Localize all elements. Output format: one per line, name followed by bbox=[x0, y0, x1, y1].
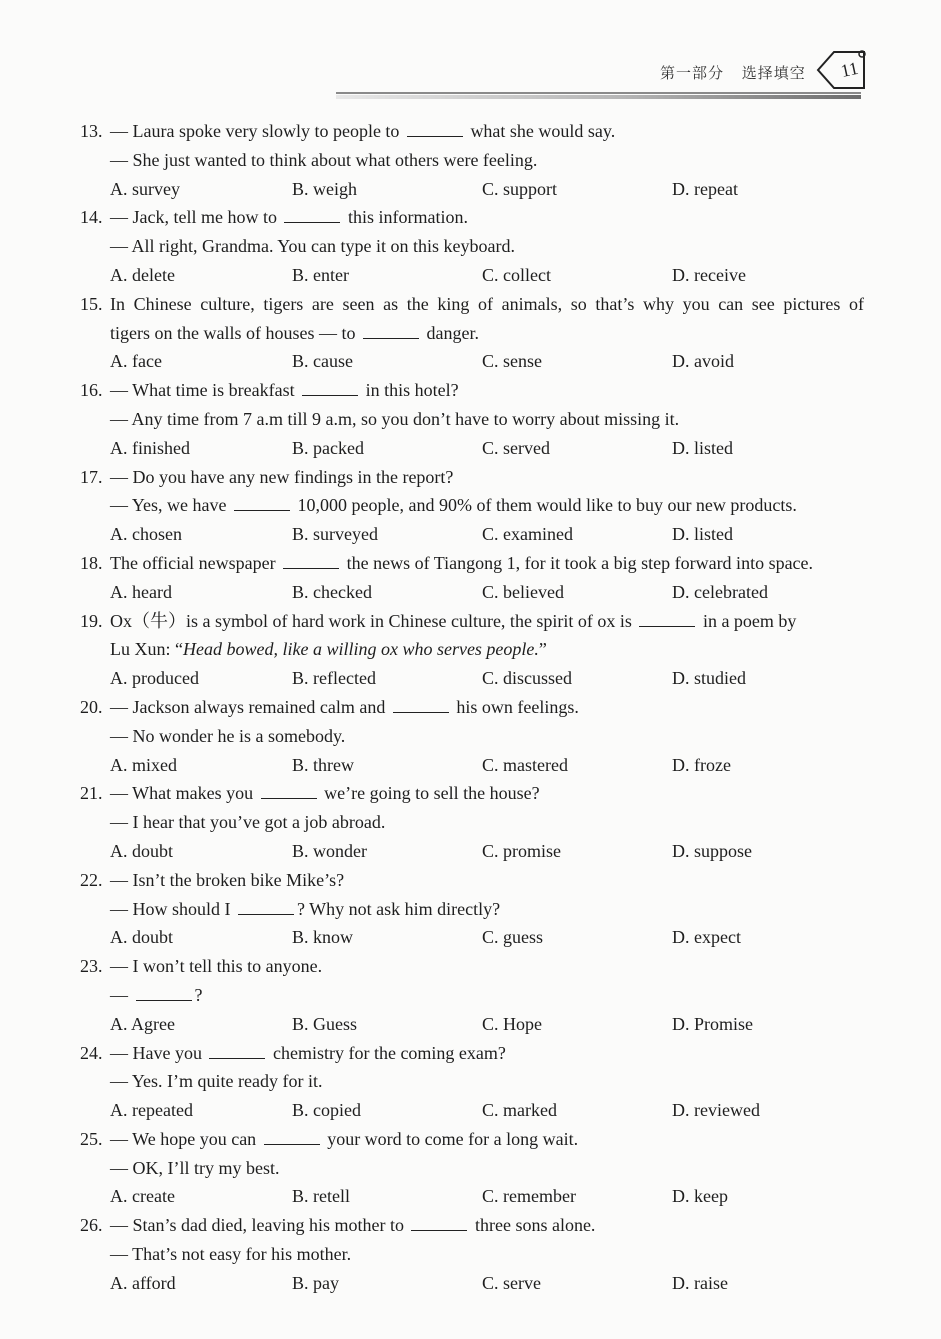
answer-blank[interactable] bbox=[284, 206, 340, 223]
option-c[interactable]: C. promise bbox=[482, 840, 561, 861]
question-line bbox=[80, 463, 880, 492]
question-text: — Yes. I’m quite ready for it. bbox=[110, 1071, 323, 1092]
question-line bbox=[80, 405, 880, 434]
option-d[interactable]: D. Promise bbox=[672, 1013, 753, 1034]
question-text: — Stan’s dad died, leaving his mother to bbox=[110, 1215, 409, 1236]
question-text: Ox（牛）is a symbol of hard work in Chinese culture, the spirit of ox is bbox=[110, 610, 637, 631]
question-line bbox=[80, 549, 880, 578]
question-text: Lu Xun: “ bbox=[110, 639, 183, 660]
question-line bbox=[80, 319, 880, 348]
question-line bbox=[80, 1067, 880, 1096]
option-a[interactable]: A. afford bbox=[110, 1272, 176, 1293]
question-text: — I won’t tell this to anyone. bbox=[110, 956, 323, 977]
question-line bbox=[80, 895, 880, 924]
page-number: 11 bbox=[838, 57, 861, 81]
option-d[interactable]: D. avoid bbox=[672, 351, 734, 372]
option-d[interactable]: D. expect bbox=[672, 927, 741, 948]
question-line bbox=[80, 1211, 880, 1240]
option-b[interactable]: B. weigh bbox=[292, 178, 357, 199]
quoted-text: Head bowed, like a willing ox who serves people. bbox=[182, 639, 539, 660]
option-c[interactable]: C. remember bbox=[482, 1186, 576, 1207]
question-22 bbox=[80, 866, 880, 952]
option-b[interactable]: B. checked bbox=[292, 581, 372, 602]
answer-options bbox=[80, 520, 880, 549]
option-b[interactable]: B. reflected bbox=[292, 668, 376, 689]
question-text: ” bbox=[538, 639, 547, 660]
answer-blank[interactable] bbox=[283, 552, 339, 569]
question-text: — What time is breakfast bbox=[110, 380, 300, 401]
answer-options bbox=[80, 578, 880, 607]
option-b[interactable]: B. wonder bbox=[292, 840, 367, 861]
question-text: — Have you bbox=[110, 1042, 207, 1063]
question-text: — Jackson always remained calm and bbox=[110, 696, 390, 717]
question-number: 23. bbox=[80, 956, 103, 977]
question-number: 21. bbox=[80, 783, 103, 804]
option-d[interactable]: D. suppose bbox=[672, 840, 752, 861]
answer-options bbox=[80, 347, 880, 376]
option-c[interactable]: C. discussed bbox=[482, 668, 572, 689]
answer-options bbox=[80, 1182, 880, 1211]
question-text: — All right, Grandma. You can type it on this keyboard. bbox=[110, 236, 515, 257]
option-a[interactable]: A. produced bbox=[110, 668, 199, 689]
option-d[interactable]: D. repeat bbox=[672, 178, 738, 199]
question-text: what she would say. bbox=[465, 121, 616, 141]
header-part: 第一部分 bbox=[660, 64, 725, 82]
question-14 bbox=[80, 203, 880, 289]
question-text: we’re going to sell the house? bbox=[319, 783, 540, 804]
question-number: 22. bbox=[80, 869, 103, 890]
option-a[interactable]: A. delete bbox=[110, 264, 175, 285]
option-c[interactable]: C. believed bbox=[482, 581, 564, 602]
answer-blank[interactable] bbox=[411, 1214, 467, 1231]
question-19 bbox=[80, 607, 880, 693]
question-text: — Laura spoke very slowly to people to bbox=[110, 121, 404, 141]
answer-options bbox=[80, 261, 880, 290]
answer-options bbox=[80, 1269, 880, 1298]
answer-blank[interactable] bbox=[639, 610, 695, 627]
question-text: — Isn’t the broken bike Mike’s? bbox=[110, 869, 345, 890]
question-number: 13. bbox=[80, 121, 103, 141]
answer-blank[interactable] bbox=[234, 494, 290, 511]
answer-options bbox=[80, 1096, 880, 1125]
question-text: three sons alone. bbox=[470, 1215, 596, 1236]
question-text: tigers on the walls of houses — to bbox=[110, 322, 360, 343]
question-line bbox=[80, 693, 880, 722]
question-line bbox=[80, 146, 880, 175]
question-line bbox=[80, 866, 880, 895]
question-text: — Yes, we have bbox=[110, 495, 231, 516]
question-15 bbox=[80, 290, 880, 376]
answer-blank[interactable] bbox=[238, 898, 294, 915]
question-20 bbox=[80, 693, 880, 779]
question-text: — We hope you can bbox=[110, 1128, 261, 1149]
question-text: — bbox=[110, 984, 133, 1005]
question-text: 10,000 people, and 90% of them would like to buy our new products. bbox=[293, 495, 797, 516]
question-text: chemistry for the coming exam? bbox=[268, 1042, 506, 1063]
question-line bbox=[80, 491, 880, 520]
question-line bbox=[80, 376, 880, 405]
header-section-label bbox=[660, 62, 818, 83]
option-b[interactable]: B. packed bbox=[292, 437, 364, 458]
question-number: 17. bbox=[80, 466, 103, 487]
question-text: in a poem by bbox=[698, 610, 797, 631]
answer-blank[interactable] bbox=[261, 782, 317, 799]
question-23 bbox=[80, 952, 880, 1038]
option-d[interactable]: D. froze bbox=[672, 754, 731, 775]
option-b[interactable]: B. threw bbox=[292, 754, 354, 775]
header-rule-thick bbox=[336, 95, 861, 99]
page-header bbox=[0, 40, 941, 110]
option-d[interactable]: D. studied bbox=[672, 668, 746, 689]
question-text: ? bbox=[194, 984, 203, 1005]
answer-blank[interactable] bbox=[393, 696, 449, 713]
question-text: — Any time from 7 a.m till 9 a.m, so you don’t have to worry about missing it. bbox=[110, 408, 680, 429]
question-line bbox=[80, 117, 880, 146]
option-d[interactable]: D. celebrated bbox=[672, 581, 768, 602]
option-a[interactable]: A. face bbox=[110, 351, 162, 372]
question-text: — What makes you bbox=[110, 783, 258, 804]
option-a[interactable]: A. survey bbox=[110, 178, 180, 199]
answer-options bbox=[80, 434, 880, 463]
question-line bbox=[80, 1154, 880, 1183]
answer-blank[interactable] bbox=[407, 120, 463, 137]
question-text: — Do you have any new findings in the report? bbox=[110, 466, 454, 487]
answer-blank[interactable] bbox=[136, 984, 192, 1001]
question-line bbox=[80, 779, 880, 808]
option-c[interactable]: C. served bbox=[482, 437, 550, 458]
question-line bbox=[80, 1240, 880, 1269]
option-b[interactable]: B. retell bbox=[292, 1186, 350, 1207]
question-text: his own feelings. bbox=[451, 696, 579, 717]
question-text: — No wonder he is a somebody. bbox=[110, 725, 346, 746]
option-a[interactable]: A. mixed bbox=[110, 754, 177, 775]
option-c[interactable]: C. examined bbox=[482, 524, 573, 545]
question-text: the news of Tiangong 1, for it took a big step forward into space. bbox=[342, 552, 814, 573]
answer-options bbox=[80, 1010, 880, 1039]
question-line bbox=[80, 607, 880, 636]
question-line bbox=[80, 722, 880, 751]
option-d[interactable]: D. raise bbox=[672, 1272, 728, 1293]
question-text: — How should I bbox=[110, 898, 235, 919]
option-c[interactable]: C. serve bbox=[482, 1272, 541, 1293]
question-25 bbox=[80, 1125, 880, 1211]
question-number: 18. bbox=[80, 552, 103, 573]
option-b[interactable]: B. copied bbox=[292, 1100, 361, 1121]
option-c[interactable]: C. Hope bbox=[482, 1013, 542, 1034]
question-text: — Jack, tell me how to bbox=[110, 207, 282, 228]
answer-blank[interactable] bbox=[264, 1128, 320, 1145]
header-section: 选择填空 bbox=[741, 64, 806, 82]
question-line bbox=[80, 1125, 880, 1154]
option-a[interactable]: A. Agree bbox=[110, 1013, 175, 1034]
option-d[interactable]: D. listed bbox=[672, 437, 733, 458]
question-line bbox=[80, 981, 880, 1010]
question-16 bbox=[80, 376, 880, 462]
option-a[interactable]: A. chosen bbox=[110, 524, 182, 545]
question-line bbox=[80, 952, 880, 981]
option-c[interactable]: C. mastered bbox=[482, 754, 568, 775]
question-text: — She just wanted to think about what others were feeling. bbox=[110, 149, 538, 170]
question-line bbox=[80, 203, 880, 232]
question-13 bbox=[80, 117, 880, 203]
question-line bbox=[80, 290, 864, 319]
question-number: 20. bbox=[80, 696, 103, 717]
question-text: — That’s not easy for his mother. bbox=[110, 1244, 352, 1265]
question-number: 25. bbox=[80, 1128, 103, 1149]
answer-options bbox=[80, 751, 880, 780]
option-d[interactable]: D. keep bbox=[672, 1186, 728, 1207]
option-a[interactable]: A. repeated bbox=[110, 1100, 193, 1121]
option-b[interactable]: B. know bbox=[292, 927, 354, 948]
question-text: — I hear that you’ve got a job abroad. bbox=[110, 812, 386, 833]
answer-options bbox=[80, 923, 880, 952]
option-a[interactable]: A. doubt bbox=[110, 927, 173, 948]
option-a[interactable]: A. create bbox=[110, 1186, 175, 1207]
question-text: ? Why not ask him directly? bbox=[297, 898, 501, 919]
question-number: 16. bbox=[80, 380, 103, 401]
question-text: The official newspaper bbox=[110, 552, 281, 573]
option-a[interactable]: A. finished bbox=[110, 437, 190, 458]
question-line bbox=[80, 232, 880, 261]
question-number: 14. bbox=[80, 207, 103, 228]
option-c[interactable]: C. sense bbox=[482, 351, 542, 372]
question-text: your word to come for a long wait. bbox=[322, 1128, 579, 1149]
option-b[interactable]: B. surveyed bbox=[292, 524, 378, 545]
answer-blank[interactable] bbox=[302, 379, 358, 396]
option-b[interactable]: B. cause bbox=[292, 351, 353, 372]
question-number: 15. bbox=[80, 293, 103, 314]
question-17 bbox=[80, 463, 880, 549]
answer-blank[interactable] bbox=[363, 322, 419, 339]
option-d[interactable]: D. receive bbox=[672, 264, 746, 285]
option-c[interactable]: C. marked bbox=[482, 1100, 557, 1121]
question-24 bbox=[80, 1039, 880, 1125]
question-26 bbox=[80, 1211, 880, 1297]
answer-options bbox=[80, 837, 880, 866]
option-a[interactable]: A. heard bbox=[110, 581, 172, 602]
question-21 bbox=[80, 779, 880, 865]
question-line bbox=[80, 1039, 880, 1068]
question-list bbox=[80, 117, 880, 1298]
page-number-badge bbox=[812, 44, 872, 94]
option-c[interactable]: C. collect bbox=[482, 264, 551, 285]
answer-blank[interactable] bbox=[209, 1042, 265, 1059]
question-line bbox=[80, 808, 880, 837]
question-text: — OK, I’ll try my best. bbox=[110, 1157, 280, 1178]
option-b[interactable]: B. enter bbox=[292, 264, 349, 285]
option-d[interactable]: D. listed bbox=[672, 524, 733, 545]
option-c[interactable]: C. guess bbox=[482, 927, 544, 948]
question-number: 19. bbox=[80, 610, 103, 631]
question-line bbox=[80, 635, 880, 664]
question-text: in this hotel? bbox=[361, 380, 459, 401]
option-c[interactable]: C. support bbox=[482, 178, 558, 199]
question-text: this information. bbox=[343, 207, 468, 228]
question-18 bbox=[80, 549, 880, 607]
question-text: danger. bbox=[421, 322, 479, 343]
question-number: 26. bbox=[80, 1215, 103, 1236]
question-text: In Chinese culture, tigers are seen as the king of animals, so that’s why you can see pictures of bbox=[110, 293, 864, 314]
answer-options bbox=[80, 664, 880, 693]
answer-options bbox=[80, 175, 880, 204]
question-number: 24. bbox=[80, 1042, 103, 1063]
option-b[interactable]: B. pay bbox=[292, 1272, 339, 1293]
option-d[interactable]: D. reviewed bbox=[672, 1100, 760, 1121]
option-a[interactable]: A. doubt bbox=[110, 840, 173, 861]
header-rule bbox=[336, 92, 861, 94]
option-b[interactable]: B. Guess bbox=[292, 1013, 358, 1034]
